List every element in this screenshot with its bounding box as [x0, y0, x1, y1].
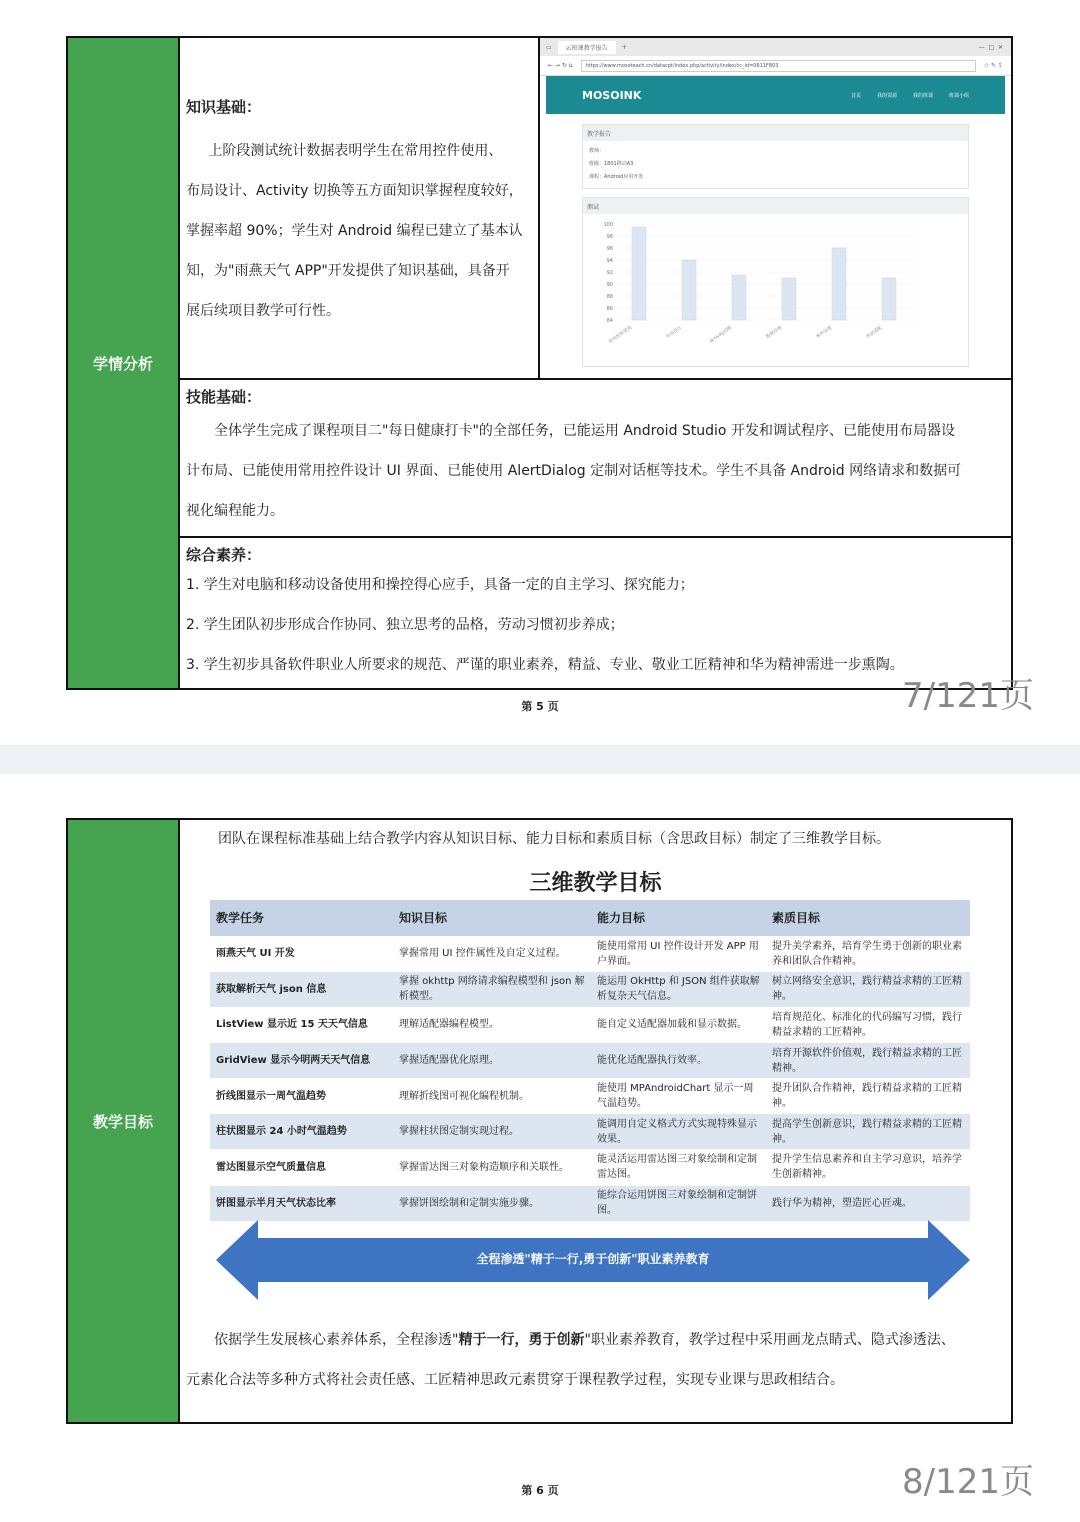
knowledge-text — [186, 96, 536, 331]
arrow-banner-text: 全程渗透"精于一行,勇于创新"职业素养教育 — [476, 1252, 710, 1266]
task-cell: GridView 显示今明两天天气信息 — [210, 1043, 393, 1079]
task-cell: 雨燕天气 UI 开发 — [210, 936, 393, 972]
knowledge-goal-cell: 掌握适配器优化原理。 — [393, 1043, 591, 1079]
ability-goal-cell: 能优化适配器执行效率。 — [591, 1043, 766, 1079]
knowledge-line: 展后续项目教学可行性。 — [186, 303, 340, 319]
document-page-6 — [0, 774, 1080, 1522]
side-label: 学情分析 — [68, 38, 180, 688]
table-row — [210, 1078, 970, 1114]
conclusion-bold: 精于一行，勇于创新 — [458, 1332, 585, 1348]
nav-arrows-icon: ← → ↻ ⌂ — [548, 62, 573, 69]
goals-table-title: 三维教学目标 — [529, 871, 662, 896]
x-tick-label: 事件处理 — [815, 325, 834, 340]
table-row — [210, 936, 970, 972]
skills-line: 计布局、已能使用常用控件设计 UI 界面、已能使用 AlertDialog 定制对话框等技术。学生不具备 Android 网络请求和数据可 — [186, 463, 962, 479]
ability-goal-cell: 能灵活运用雷达图三对象绘制和定制雷达图。 — [591, 1150, 766, 1186]
teaching-goals-table — [66, 818, 1013, 1424]
chart-bar — [732, 275, 746, 320]
y-tick-label: 86 — [606, 306, 613, 312]
skills-title: 技能基础： — [186, 388, 262, 406]
quality-goal-cell: 树立网络安全意识，践行精益求精的工匠精神。 — [766, 972, 970, 1008]
document-page-5 — [0, 0, 1080, 745]
site-nav — [837, 92, 969, 99]
literacy-row — [180, 538, 1011, 692]
side-label: 教学目标 — [68, 820, 180, 1422]
page-count: 8/121页 — [902, 1462, 1034, 1502]
quality-goal-cell: 培育开源软件价值观，践行精益求精的工匠精神。 — [766, 1043, 970, 1079]
header-cell: 教学任务 — [210, 900, 393, 936]
intro-text: 团队在课程标准基础上结合教学内容从知识目标、能力目标和素质目标（含思政目标）制定了三维教学目标。 — [218, 831, 890, 847]
table-row — [210, 1043, 970, 1079]
knowledge-line: 布局设计、Activity 切换等五方面知识掌握程度较好， — [186, 183, 523, 199]
literacy-item: 2. 学生团队初步形成合作协同、独立思考的品格，劳动习惯初步养成； — [186, 617, 624, 633]
toolbar-icons: ☆ ✎ ⇪ — [983, 62, 1003, 69]
x-tick-label: 数据存储 — [765, 325, 784, 340]
y-tick-label: 92 — [606, 270, 613, 276]
header-cell: 知识目标 — [393, 900, 591, 936]
quality-goal-cell: 提升学生信息素养和自主学习意识，培养学生创新精神。 — [766, 1150, 970, 1186]
site-nav-item: 首页 — [851, 92, 862, 99]
chart-bar — [782, 278, 796, 320]
ability-goal-cell: 能调用自定义格式方式实现特殊显示效果。 — [591, 1114, 766, 1150]
knowledge-goal-cell: 掌握雷达图三对象构造顺序和关联性。 — [393, 1150, 591, 1186]
report-card — [582, 124, 969, 189]
task-cell: 获取解析天气 json 信息 — [210, 972, 393, 1008]
table-row — [210, 1185, 970, 1221]
y-tick-label: 100 — [603, 222, 613, 228]
knowledge-line: 知，为"雨燕天气 APP"开发提供了知识基础，具备开 — [186, 263, 510, 279]
ability-goal-cell: 能使用 MPAndroidChart 显示一周气温趋势。 — [591, 1078, 766, 1114]
browser-tab: 云班课教学报告 — [558, 41, 616, 54]
table-row — [210, 1114, 970, 1150]
page-number: 第 5 页 — [521, 700, 559, 713]
literacy-item: 3. 学生初步具备软件职业人所要求的规范、严谨的职业素养，精益、专业、敬业工匠精神和华为精神需进一步熏陶。 — [186, 657, 904, 673]
header-cell: 素质目标 — [766, 900, 970, 936]
conclusion-line-1 — [186, 1320, 1005, 1360]
report-card-header: 教学报告 — [583, 125, 968, 141]
site-nav-item: 我的资源 — [877, 92, 898, 99]
knowledge-goal-cell: 掌握饼图绘制和定制实施步骤。 — [393, 1185, 591, 1221]
quality-goal-cell: 践行华为精神，塑造匠心匠魂。 — [766, 1185, 970, 1221]
report-card-line: 教师： — [589, 148, 605, 154]
x-tick-label: 布局设计 — [665, 325, 684, 340]
y-tick-label: 90 — [606, 282, 613, 288]
literacy-title: 综合素养： — [186, 546, 262, 564]
quality-goal-cell: 提升团队合作精神，践行精益求精的工匠精神。 — [766, 1078, 970, 1114]
chart-bar — [882, 278, 896, 320]
test-card-header: 测试 — [583, 198, 968, 214]
knowledge-line: 掌握率超 90%；学生对 Android 编程已建立了基本认 — [186, 223, 523, 239]
task-cell: 折线图显示一周气温趋势 — [210, 1078, 393, 1114]
tab-icon: ▭ — [546, 43, 552, 51]
ability-goal-cell: 能使用常用 UI 控件设计开发 APP 用户界面。 — [591, 936, 766, 972]
skills-row — [180, 380, 1011, 538]
task-cell: 雷达图显示空气质量信息 — [210, 1150, 393, 1186]
new-tab-icon: + — [621, 43, 627, 51]
three-dimension-goals-table — [210, 900, 970, 1221]
skills-line: 视化编程能力。 — [186, 503, 284, 519]
knowledge-goal-cell: 理解适配器编程模型。 — [393, 1007, 591, 1043]
test-card — [582, 197, 969, 367]
chart-bar — [832, 248, 846, 320]
header-cell: 能力目标 — [591, 900, 766, 936]
site-nav-item: 我的班课 — [913, 92, 934, 99]
ability-goal-cell: 能自定义适配器加载和显示数据。 — [591, 1007, 766, 1043]
y-tick-label: 88 — [606, 294, 613, 300]
knowledge-goal-cell: 理解折线图可视化编程机制。 — [393, 1078, 591, 1114]
page-count: 7/121页 — [902, 676, 1034, 716]
url-field: https://www.mosoteach.cn/datacpt/index.php/activity/index/cc_id=0611F803 — [581, 60, 976, 72]
task-cell: 柱状图显示 24 小时气温趋势 — [210, 1114, 393, 1150]
quality-goal-cell: 培育规范化、标准化的代码编写习惯，践行精益求精的工匠精神。 — [766, 1007, 970, 1043]
table-row — [210, 1150, 970, 1186]
conclusion-line-2: 元素化合法等多种方式将社会责任感、工匠精神思政元素贯穿于课程教学过程，实现专业课与思政相结合。 — [186, 1372, 844, 1388]
y-tick-label: 98 — [606, 234, 613, 240]
table-row — [210, 972, 970, 1008]
task-cell: 饼图显示半月天气状态比率 — [210, 1185, 393, 1221]
ability-goal-cell: 能综合运用饼图三对象绘制和定制饼图。 — [591, 1185, 766, 1221]
quality-goal-cell: 提高学生创新意识，践行精益求精的工匠精神。 — [766, 1114, 970, 1150]
page-number: 第 6 页 — [521, 1484, 559, 1497]
conclusion-part: 依据学生发展核心素养体系，全程渗透" — [214, 1332, 459, 1348]
address-bar — [540, 56, 1011, 76]
x-tick-label: Activity切换 — [709, 325, 734, 345]
site-nav-item: 班课小组 — [948, 92, 969, 99]
table-row — [210, 1007, 970, 1043]
knowledge-goal-cell: 掌握常用 UI 控件属性及自定义过程。 — [393, 936, 591, 972]
chart-bar — [682, 260, 696, 320]
x-tick-label: 界面适配 — [865, 325, 884, 340]
learning-analysis-table — [66, 36, 1013, 690]
y-tick-label: 94 — [606, 258, 613, 264]
site-logo: MOSOINK — [582, 88, 642, 102]
x-tick-label: 常用控件使用 — [608, 325, 634, 346]
knowledge-title: 知识基础： — [186, 98, 262, 116]
knowledge-goal-cell: 掌握柱状图定制实现过程。 — [393, 1114, 591, 1150]
window-controls-icon: — □ ✕ — [978, 43, 1003, 51]
y-tick-label: 84 — [606, 318, 613, 324]
chart-bar — [632, 227, 646, 320]
knowledge-row — [180, 38, 1011, 380]
embedded-browser-screenshot — [538, 38, 1011, 378]
conclusion-text — [186, 1320, 1005, 1400]
table-header-row — [210, 900, 970, 936]
task-cell: ListView 显示近 15 天天气信息 — [210, 1007, 393, 1043]
quality-goal-cell: 提升美学素养，培育学生勇于创新的职业素养和团队合作精神。 — [766, 936, 970, 972]
y-tick-label: 96 — [606, 246, 613, 252]
report-card-line: 班级：1801移动A3 — [589, 161, 634, 167]
knowledge-goal-cell: 掌握 okhttp 网络请求编程模型和 json 解析模型。 — [393, 972, 591, 1008]
ability-goal-cell: 能运用 OkHttp 和 JSON 组件获取解析复杂天气信息。 — [591, 972, 766, 1008]
browser-tabbar — [540, 38, 1011, 56]
report-card-line: 课程：Android应用开发 — [589, 174, 644, 180]
conclusion-part: "职业素养教育，教学过程中采用画龙点睛式、隐式渗透法、 — [584, 1332, 955, 1348]
site-banner — [546, 76, 1005, 114]
test-bar-chart — [583, 214, 955, 364]
skills-line: 全体学生完成了课程项目二"每日健康打卡"的全部任务，已能运用 Android Studio 开发和调试程序、已能使用布局器设 — [214, 423, 955, 439]
literacy-item: 1. 学生对电脑和移动设备使用和操控得心应手，具备一定的自主学习、探究能力； — [186, 577, 694, 593]
knowledge-line: 上阶段测试统计数据表明学生在常用控件使用、 — [208, 143, 503, 159]
